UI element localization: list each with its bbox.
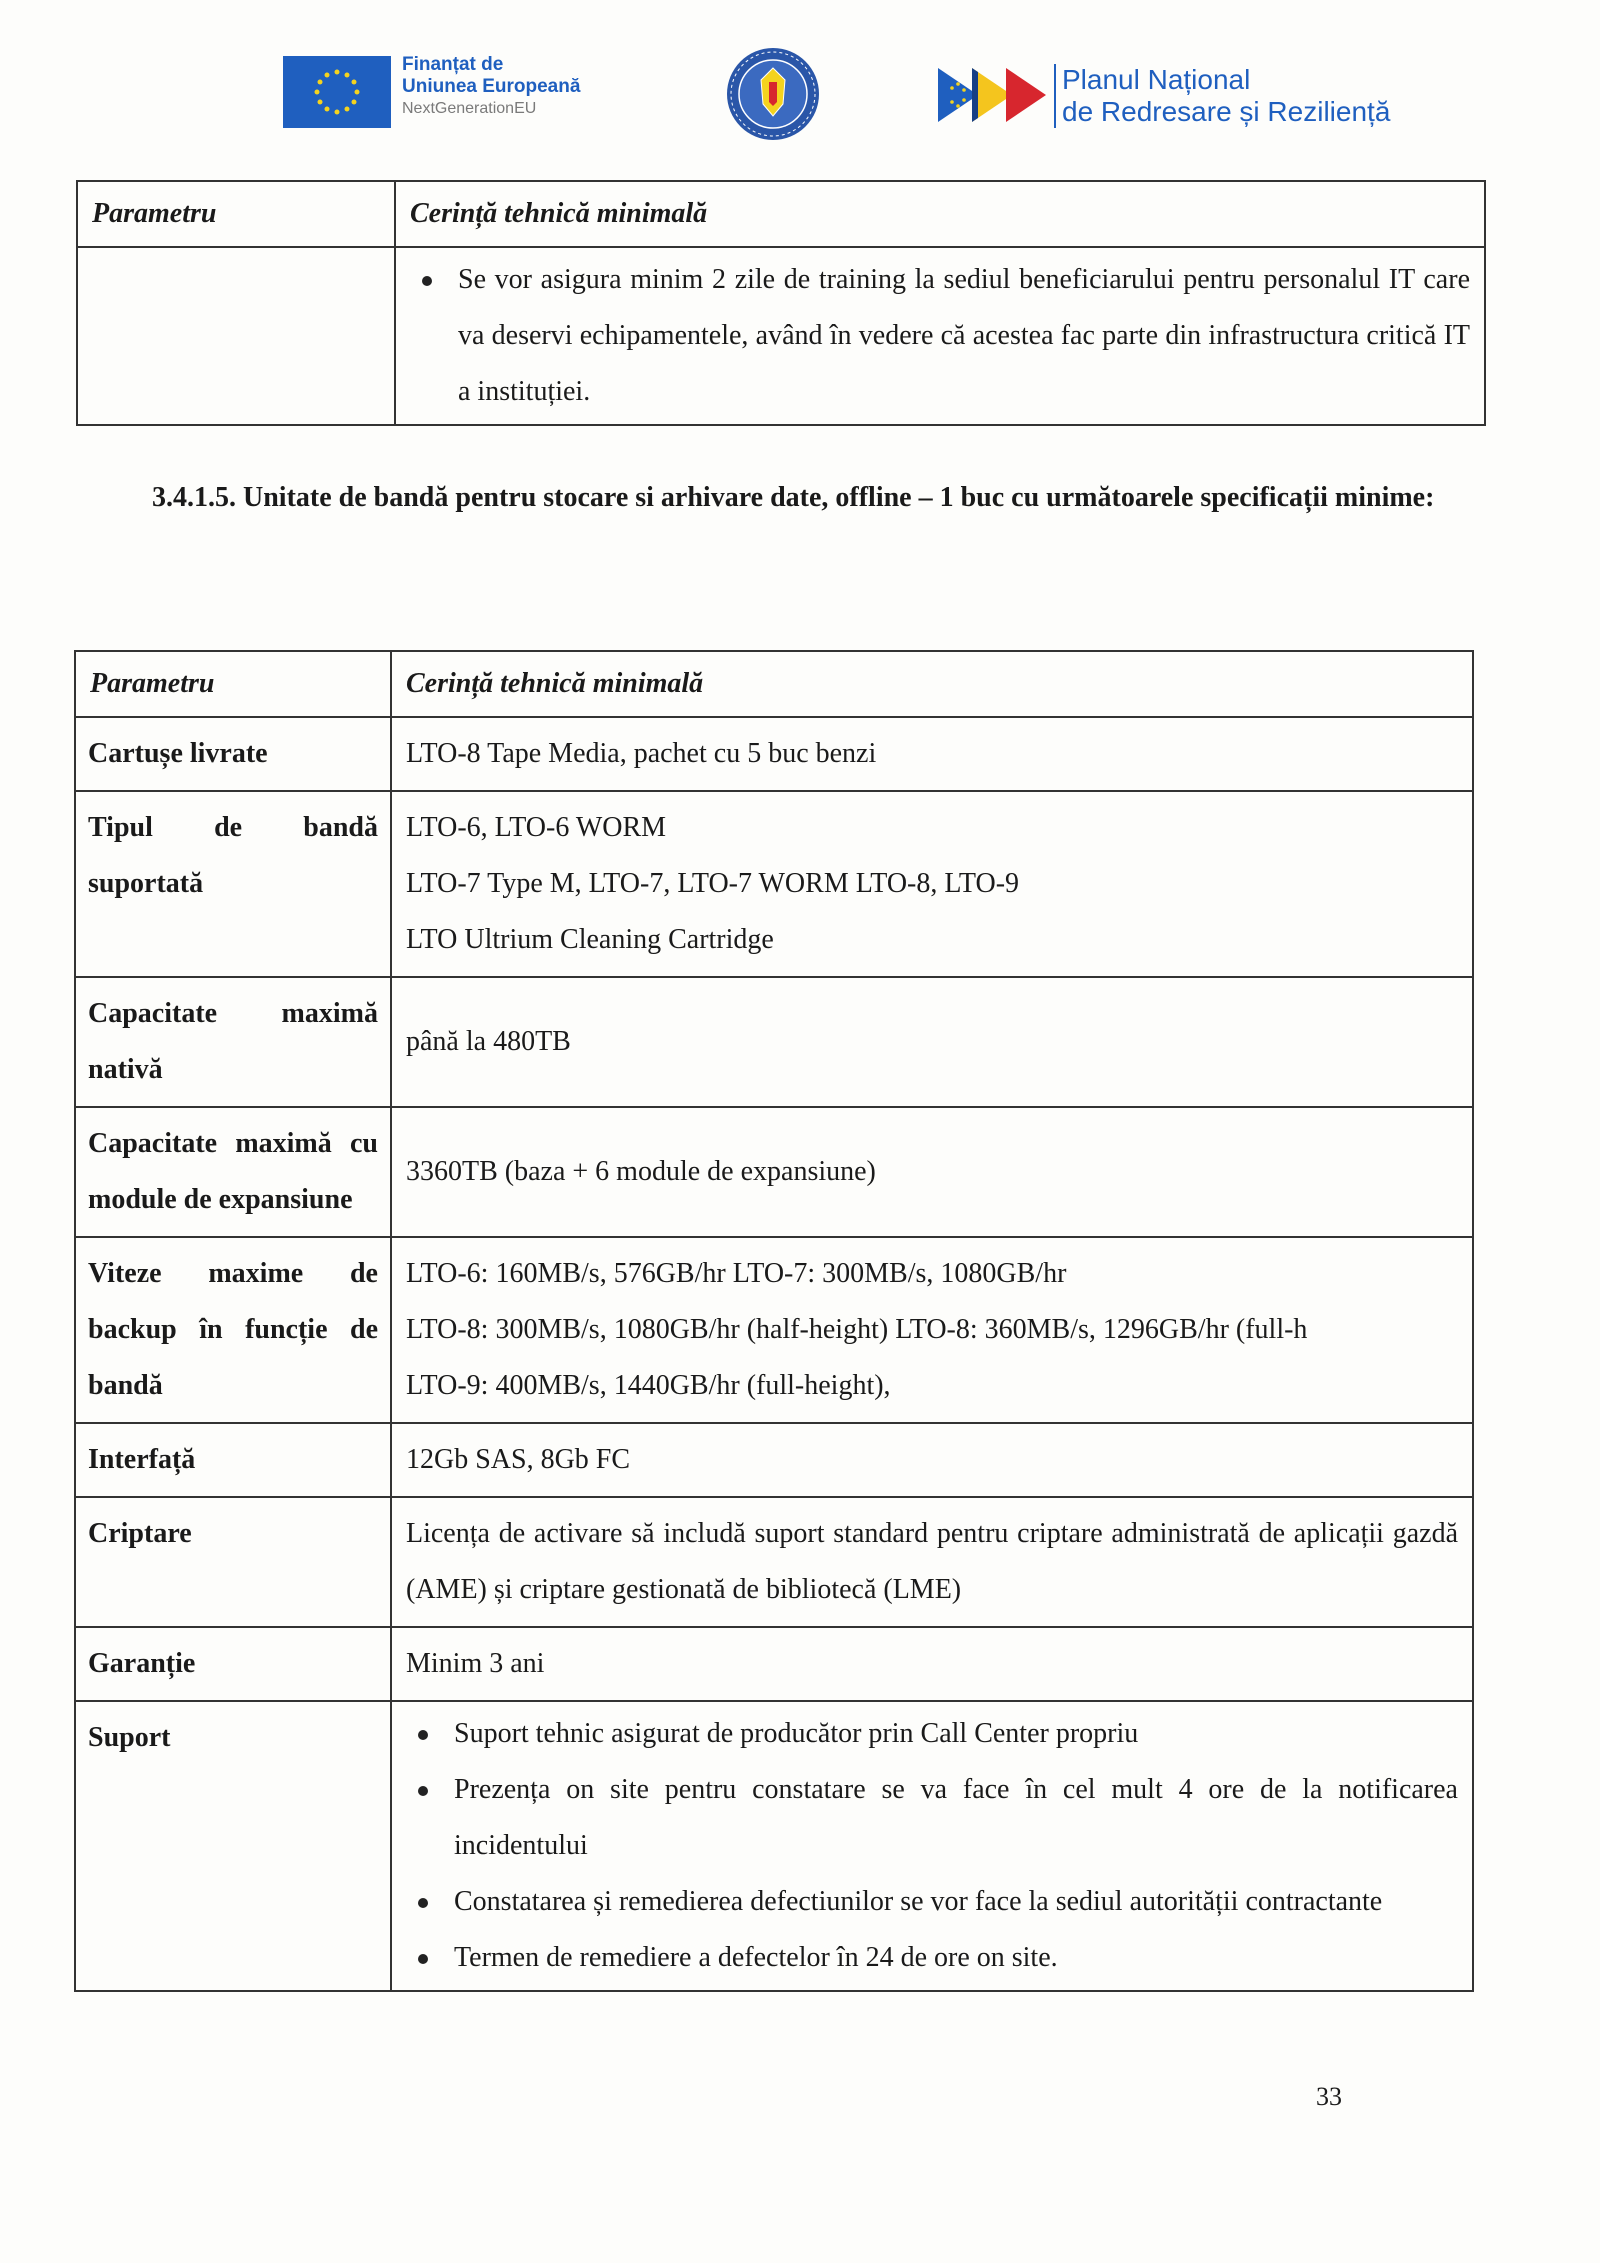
value-line: LTO-9: 400MB/s, 1440GB/hr (full-height),	[406, 1370, 891, 1401]
table-row	[77, 247, 1485, 425]
param-cell: Criptare	[75, 1497, 391, 1627]
param-cell: Garanție	[75, 1627, 391, 1701]
header-param: Parametru	[75, 651, 391, 717]
tape-unit-specifications-table	[74, 650, 1474, 1992]
requirement-cell	[395, 247, 1485, 425]
eu-logo-text	[402, 54, 580, 120]
table-row	[75, 977, 1473, 1107]
value-line: LTO-6, LTO-6 WORM	[406, 812, 667, 843]
value-cell	[391, 1701, 1473, 1991]
value-cell: 3360TB (baza + 6 module de expansiune)	[391, 1107, 1473, 1237]
param-cell: Viteze maxime de backup în funcție de bandă	[75, 1237, 391, 1423]
pnrr-logo	[938, 60, 1046, 130]
eu-flag-logo	[283, 56, 391, 128]
value-cell	[391, 1237, 1473, 1423]
value-line: LTO-8: 300MB/s, 1080GB/hr (half-height) LTO-8: 360MB/s, 1296GB/hr (full-h	[406, 1314, 1308, 1345]
pnrr-logo-line1: Planul Național	[1062, 64, 1251, 95]
param-cell: Tipul de bandă suportată	[75, 791, 391, 977]
param-cell: Capacitate maximă nativă	[75, 977, 391, 1107]
param-cell: Capacitate maximă cu module de expansiune	[75, 1107, 391, 1237]
page-header	[0, 40, 1600, 150]
page-number: 33	[1316, 2082, 1342, 2111]
eu-logo-line3: NextGenerationEU	[402, 100, 537, 117]
header-param: Parametru	[77, 181, 395, 247]
value-cell: până la 480TB	[391, 977, 1473, 1107]
table-row	[75, 1423, 1473, 1497]
list-item: Se vor asigura minim 2 zile de training la sediul beneficiarului pentru personalul IT care va deservi echipamentele, având în vedere că acestea fac parte din infrastructura critică IT a instituției.	[410, 252, 1470, 420]
pnrr-logo-line2: de Redresare și Reziliență	[1062, 96, 1391, 127]
value-cell: LTO-8 Tape Media, pachet cu 5 buc benzi	[391, 717, 1473, 791]
value-line: LTO-7 Type M, LTO-7, LTO-7 WORM LTO-8, LTO-9	[406, 868, 1020, 899]
list-item: Constatarea și remedierea defectiunilor se vor face la sediul autorității contractante	[406, 1874, 1458, 1930]
param-cell: Interfață	[75, 1423, 391, 1497]
header-requirement: Cerință tehnică minimală	[395, 181, 1485, 247]
value-line: LTO-6: 160MB/s, 576GB/hr LTO-7: 300MB/s, 1080GB/hr	[406, 1258, 1067, 1289]
bullet-list	[396, 248, 1484, 424]
table-row	[75, 791, 1473, 977]
list-item: Suport tehnic asigurat de producător prin Call Center propriu	[406, 1706, 1458, 1762]
table-row	[75, 1107, 1473, 1237]
bullet-list	[392, 1702, 1472, 1990]
pnrr-logo-text	[1054, 64, 1390, 128]
value-cell: Licența de activare să includă suport standard pentru criptare administrată de aplicații gazdă (AME) și criptare gestionată de bibliotecă (LME)	[391, 1497, 1473, 1627]
table-row	[75, 1497, 1473, 1627]
table-row	[75, 1701, 1473, 1991]
table-row	[75, 1237, 1473, 1423]
eu-logo-line2: Uniunea Europeană	[402, 76, 581, 97]
list-item: Termen de remediere a defectelor în 24 de ore on site.	[406, 1930, 1458, 1986]
training-requirements-table	[76, 180, 1486, 426]
param-cell: Suport	[75, 1701, 391, 1991]
table-row	[75, 1627, 1473, 1701]
section-title: 3.4.1.5. Unitate de bandă pentru stocare si arhivare date, offline – 1 buc cu următoarele specificații minime:	[152, 482, 1435, 513]
table-header-row	[77, 181, 1485, 247]
header-requirement: Cerință tehnică minimală	[391, 651, 1473, 717]
table-row	[75, 717, 1473, 791]
empty-param-cell	[77, 247, 395, 425]
param-cell: Cartușe livrate	[75, 717, 391, 791]
table-header-row	[75, 651, 1473, 717]
eu-logo-line1: Finanțat de	[402, 54, 504, 75]
value-cell: 12Gb SAS, 8Gb FC	[391, 1423, 1473, 1497]
value-line: LTO Ultrium Cleaning Cartridge	[406, 924, 774, 955]
romanian-government-seal-logo	[725, 46, 821, 142]
value-cell	[391, 791, 1473, 977]
list-item: Prezența on site pentru constatare se va face în cel mult 4 ore de la notificarea incidentului	[406, 1762, 1458, 1874]
value-cell: Minim 3 ani	[391, 1627, 1473, 1701]
